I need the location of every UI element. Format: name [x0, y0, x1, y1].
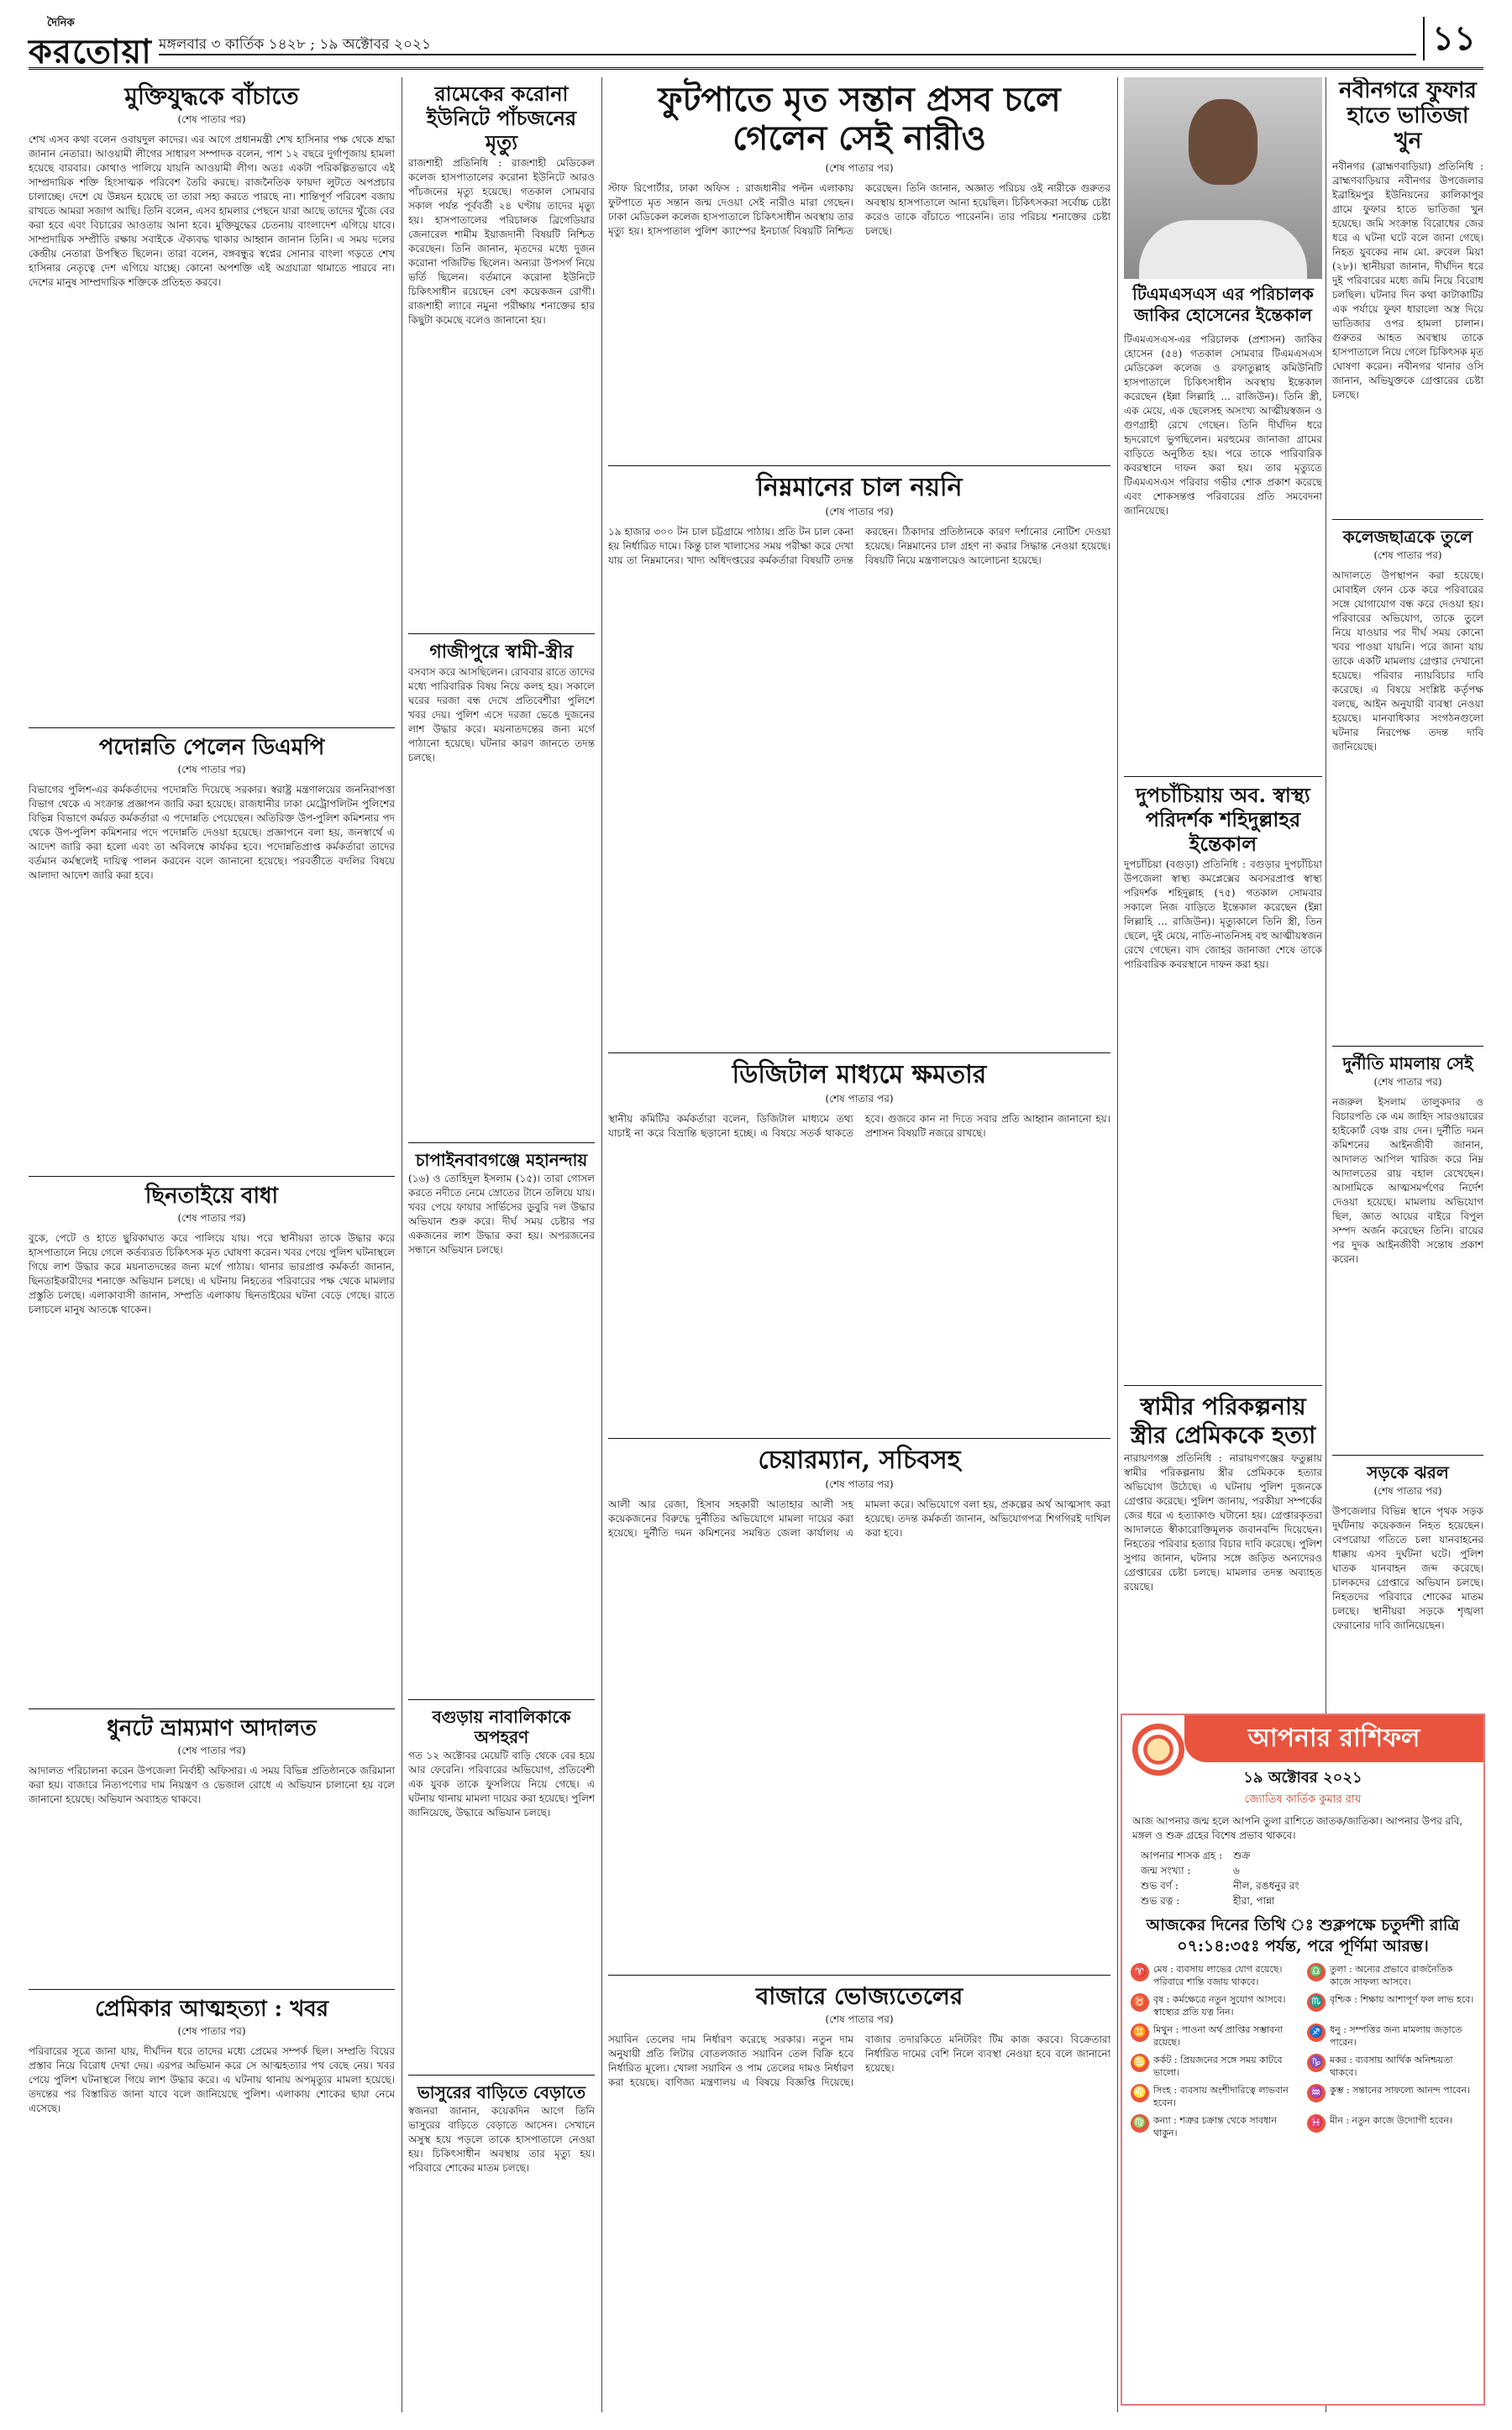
article — [408, 1707, 595, 2068]
headline: চাপাইনবাবগঞ্জে মহানন্দায় — [415, 1149, 588, 1170]
zodiac-sign-text: কুম্ভ : সন্তানের সাফল্যে আনন্দ পাবেন। — [1330, 2085, 1470, 2097]
article-body: বসবাস করে আসছিলেন। রোববার রাতে তাদের মধ্যে পারিবারিক বিষয় নিয়ে কলহ হয়। সকালে ঘরের দরজা বন্ধ দেখে প্রতিবেশীরা পুলিশে খবর দেয়। পুলিশ এসে দরজা ভেঙে দুজনের লাশ উদ্ধার করে। ময়নাতদন্তের জন্য মর্গে পাঠানো হয়েছে। ঘটনার কারণ জানতে তদন্ত চলছে। — [408, 665, 595, 764]
column-1 — [29, 77, 395, 2412]
article — [608, 1982, 1110, 2412]
masthead — [29, 13, 1483, 71]
horoscope-title: আপনার রাশিফল — [1184, 1715, 1483, 1762]
zodiac-sign-text: কন্যা : শত্রুর চক্রান্ত থেকে সাবধান থাকুন। — [1153, 2115, 1277, 2139]
article — [408, 1150, 595, 1693]
zodiac-symbol-icon: ♈ — [1131, 1963, 1149, 1981]
zodiac-symbol-icon: ♎ — [1307, 1963, 1326, 1981]
zodiac-symbol-icon: ♉ — [1131, 1993, 1149, 2012]
continued-note: (শেষ পাতার পর) — [177, 2025, 246, 2038]
zodiac-sign-item — [1131, 2023, 1299, 2049]
zodiac-sign-text: সিংহ : ব্যবসায় অংশীদারিত্বে লাভবান হবেন। — [1153, 2085, 1289, 2109]
zodiac-sign-item — [1131, 2054, 1299, 2079]
column-2 — [408, 77, 595, 2412]
section-divider — [1332, 519, 1483, 520]
zodiac-symbol-icon: ♊ — [1131, 2023, 1149, 2042]
zodiac-symbol-icon: ♑ — [1307, 2054, 1326, 2072]
article-body: স্থানীয় কমিটির কর্মকর্তারা বলেন, ডিজিটাল মাধ্যমে তথ্য যাচাই না করে বিভ্রান্তি ছড়ানো হচ্ছে। এ বিষয়ে সতর্ক থাকতে হবে। গুজবে কান না দিতে সবার প্রতি আহ্বান জানানো হয়। প্রশাসন বিষয়টি নজরে রাখছে। — [608, 1113, 1110, 1139]
headline: ডিজিটাল মাধ্যমে ক্ষমতার — [732, 1060, 987, 1089]
headline: চেয়ারম্যান, সচিবসহ — [758, 1446, 961, 1475]
planet-row-value: নীল, রঙধনুর রং — [1233, 1880, 1299, 1892]
zodiac-symbol-icon: ♐ — [1307, 2023, 1326, 2042]
headline: দুর্নীতি মামলায় সেই — [1342, 1052, 1473, 1073]
zodiac-sign-item — [1131, 1963, 1299, 1988]
article-body: টিএমএসএস-এর পরিচালক (প্রশাসন) জাকির হোসেন (৫৪) গতকাল সোমবার টিএমএসএস মেডিকেল কলেজ ও রফাতুল্লাহ কমিউনিটি হাসপাতালে চিকিৎসাধীন অবস্থায় ইন্তেকাল করেছেন (ইন্না লিল্লাহি ... রাজিউন)। তিনি স্ত্রী, এক মেয়ে, এক ছেলেসহ অসংখ্য আত্মীয়স্বজন ও গুণগ্রাহী রেখে গেছেন। তিনি দীর্ঘদিন ধরে হৃদরোগে ভুগছিলেন। মরহুমের জানাজা গ্রামের বাড়িতে অনুষ্ঠিত হয়। পরে তাকে পারিবারিক কবরস্থানে দাফন করা হয়। তার মৃত্যুতে টিএমএসএস পরিবার গভীর শোক প্রকাশ করেছে এবং শোকসন্তপ্ত পরিবারের প্রতি সমবেদনা জানিয়েছে। — [1124, 333, 1322, 517]
headline: ফুটপাতে মৃত সন্তান প্রসব চলে গেলেন সেই নারীও — [658, 80, 1061, 158]
page-number: ১১ — [1423, 17, 1483, 60]
article-body: ১৯ হাজার ৩০০ টন চাল চট্টগ্রামে পাঠায়। প্রতি টন চাল কেনা হয় নির্ধারিত দামে। কিন্তু চাল খালাসের সময় পরীক্ষা করে দেখা যায় তা নিম্নমানের। খাদ্য অধিদপ্তরের কর্মকর্তারা বিষয়টি তদন্ত করছেন। ঠিকাদার প্রতিষ্ঠানকে কারণ দর্শানোর নোটিশ দেওয়া হয়েছে। নিম্নমানের চাল গ্রহণ না করার সিদ্ধান্ত নেওয়া হয়েছে। বিষয়টি নিয়ে মন্ত্রণালয়েও আলোচনা হয়েছে। — [608, 526, 1110, 566]
zodiac-sign-item — [1131, 2114, 1299, 2139]
logo-small-text: দৈনিক — [47, 17, 75, 29]
planet-row — [1122, 1863, 1483, 1878]
headline: ভাসুরের বাড়িতে বেড়াতে — [417, 2081, 586, 2102]
article-body: স্বজনরা জানান, কয়েকদিন আগে তিনি ভাসুরের বাড়িতে বেড়াতে আসেন। সেখানে অসুস্থ হয়ে পড়লে তাকে হাসপাতালে নেওয়া হয়। চিকিৎসাধীন অবস্থায় তার মৃত্যু হয়। পরিবারে শোকের মাতম চলছে। — [408, 2104, 595, 2174]
zodiac-sign-text: কর্কট : প্রিয়জনের সঙ্গে সময় কাটবে ভালো। — [1153, 2055, 1283, 2079]
portrait-photo — [1124, 77, 1322, 279]
article — [1332, 527, 1483, 1039]
zodiac-sign-text: বৃষ : কর্মক্ষেত্রে নতুন সুযোগ আসবে। স্বাস্থ্যের প্রতি যত্ন নিন। — [1153, 1994, 1286, 2018]
article — [608, 1060, 1110, 1431]
tithi-text: আজকের দিনের তিথি ঃ শুক্লপক্ষে চতুর্দশী রাত্রি ০৭:১৪:৩৫ঃ পর্যন্ত, পরে পূর্ণিমা আরম্ভ। — [1146, 1916, 1460, 1955]
headline: ধুনটে ভ্রাম্যমাণ আদালত — [107, 1715, 317, 1741]
article-body: (১৬) ও তোহিদুল ইসলাম (১৫)। তারা গোসল করতে নদীতে নেমে স্রোতের টানে তলিয়ে যায়। খবর পেয়ে ফায়ার সার্ভিসের ডুবুরি দল উদ্ধার অভিযান শুরু করে। দীর্ঘ সময় চেষ্টার পর একজনের লাশ উদ্ধার করা হয়। অপরজনের সন্ধানে অভিযান চলছে। — [408, 1172, 595, 1256]
section-divider — [608, 1975, 1110, 1976]
zodiac-sign-text: তুলা : অন্যের প্রভাবে রাজনৈতিক কাজে সাফল্য আসবে। — [1330, 1964, 1453, 1988]
zodiac-symbol-icon: ♒ — [1307, 2084, 1326, 2102]
zodiac-sign-text: মীন : নতুন কাজে উদ্যোগী হবেন। — [1330, 2115, 1452, 2127]
headline: ছিনতাইয়ে বাধা — [144, 1183, 279, 1209]
zodiac-signs — [1122, 1963, 1483, 2148]
section-divider — [29, 727, 395, 728]
headline: স্বামীর পরিকল্পনায় স্ত্রীর প্রেমিককে হত্যা — [1130, 1393, 1316, 1449]
headline: মুক্তিযুদ্ধকে বাঁচাতে — [124, 82, 299, 110]
article — [1124, 784, 1322, 1378]
article — [29, 82, 395, 721]
planet-row-label: জন্ম সংখ্যা : — [1141, 1865, 1191, 1876]
planet-row — [1122, 1848, 1483, 1863]
article-body: নারায়ণগঞ্জ প্রতিনিধি : নারায়ণগঞ্জের ফতুল্লায় স্বামীর পরিকল্পনায় স্ত্রীর প্রেমিককে হত্যার অভিযোগ উঠেছে। এ ঘটনায় পুলিশ দুজনকে গ্রেপ্তার করেছে। পুলিশ জানায়, পরকীয়া সম্পর্কের জের ধরে এ হত্যাকাণ্ড ঘটানো হয়। গ্রেপ্তারকৃতরা আদালতে স্বীকারোক্তিমূলক জবানবন্দি দিয়েছেন। নিহতের পরিবার হত্যার বিচার দাবি করেছে। পুলিশ সুপার জানান, ঘটনার সঙ্গে জড়িত অন্যদেরও গ্রেপ্তারের চেষ্টা চলছে। মামলার তদন্ত অব্যাহত রয়েছে। — [1124, 1451, 1322, 1593]
zodiac-symbol-icon: ♋ — [1131, 2054, 1149, 2072]
logo-big-text: করতোয়া — [29, 32, 152, 71]
zodiac-symbol-icon: ♌ — [1131, 2084, 1149, 2102]
article-body: আদালত পরিচালনা করেন উপজেলা নির্বাহী অফিসার। এ সময় বিভিন্ন প্রতিষ্ঠানকে জরিমানা করা হয়। বাজারে নিত্যপণ্যের দাম নিয়ন্ত্রণ ও ভেজাল রোধে এ অভিযান চালানো হয় বলে জানানো হয়েছে। অভিযান অব্যাহত থাকবে। — [29, 1765, 395, 1806]
zodiac-wheel-icon — [1132, 1724, 1184, 1776]
section-divider — [408, 2075, 595, 2076]
section-divider — [29, 1708, 395, 1709]
zodiac-symbol-icon: ♏ — [1307, 1993, 1326, 2012]
section-divider — [608, 1438, 1110, 1439]
article-body: আদালতে উপস্থাপন করা হয়েছে। মোবাইল ফোন চেক করে পরিবারের সঙ্গে যোগাযোগ বন্ধ করে দেওয়া হয়। পরিবারের অভিযোগ, তাকে তুলে নিয়ে যাওয়ার পর দীর্ঘ সময় কোনো খবর পাওয়া যায়নি। পরে জানা যায় তাকে একটি মামলায় গ্রেপ্তার দেখানো হয়েছে। পরিবার ন্যায়বিচার দাবি করেছে। এ বিষয়ে সংশ্লিষ্ট কর্তৃপক্ষ বলছে, আইন অনুযায়ী ব্যবস্থা নেওয়া হয়েছে। মানবাধিকার সংগঠনগুলো ঘটনার নিরপেক্ষ তদন্ত দাবি জানিয়েছে। — [1332, 569, 1483, 753]
article — [1332, 1053, 1483, 1448]
section-divider — [1124, 776, 1322, 777]
section-divider — [608, 1052, 1110, 1053]
horoscope-intro: আজ আপনার জন্ম হলে আপনি তুলা রাশিতে জাতক/জাতিকা। আপনার উপর রবি, মঙ্গল ও শুক্র গ্রহের বিশেষ প্রভাব থাকবে। — [1132, 1815, 1463, 1841]
planet-row-label: শুভ বর্ণ : — [1141, 1880, 1179, 1892]
article — [408, 2082, 595, 2406]
zodiac-sign-text: ধনু : সম্পত্তির জন্য মামলায় জড়াতে পারেন। — [1330, 2024, 1462, 2049]
article-body: শেখ এসব কথা বলেন ওবায়দুল কাদের। এর আগে প্রধানমন্ত্রী শেখ হাসিনার পক্ষ থেকে শ্রদ্ধা জানান নেতারা। আওয়ামী লীগের সাধারণ সম্পাদক বলেন, পাশ ১২ বছরে দুর্গাপূজায় হামলা হয়েছে বারবার। কোথাও পালিয়ে যায়নি আওয়ামী লীগ। অতঃ একটা পরিকল্পিতভাবে এই সাম্প্রদায়িক শক্তি হিংসাত্মক পরিবেশ তৈরি করছে। রাজনৈতিক ফায়দা লুটতে অপপ্রচার চালাচ্ছে। দেশে যে উন্নয়ন হয়েছে তা তারা সহ্য করতে পারছে না। শান্তিপূর্ণ পরিবেশ বজায় রাখতে আমরা সজাগ আছি। তিনি বলেন, এসব হামলার পেছনে যারা আছে তাদের খুঁজে বের করা হবে এবং বিচারের আওতায় আনা হবে। মুক্তিযুদ্ধের চেতনায় বাংলাদেশ এগিয়ে যাবে। সাম্প্রদায়িক সম্প্রীতি রক্ষায় সবাইকে ঐক্যবদ্ধ থাকার আহ্বান জানান তিনি। এ সময় দলের কেন্দ্রীয় নেতারা উপস্থিত ছিলেন। তারা বলেন, বঙ্গবন্ধুর স্বপ্নের সোনার বাংলা গড়তে শেখ হাসিনার নেতৃত্বে দেশ এগিয়ে যাচ্ছে। কোনো অপশক্তি এই অগ্রযাত্রা থামাতে পারবে না। দেশের মানুষ সাম্প্রদায়িক শক্তিকে প্রতিহত করবে। — [29, 133, 395, 288]
portrait-shirt — [1139, 220, 1307, 279]
article — [29, 1716, 395, 1982]
continued-note: (শেষ পাতার পর) — [825, 2013, 894, 2025]
column-divider — [1117, 77, 1118, 2412]
planet-row — [1122, 1893, 1483, 1908]
column-3 — [608, 77, 1110, 2412]
zodiac-sign-item — [1307, 2023, 1475, 2049]
section-divider — [1332, 1046, 1483, 1047]
newspaper-logo — [29, 15, 155, 71]
zodiac-sign-item — [1131, 2084, 1299, 2109]
article — [29, 1184, 395, 1702]
headline: নবীনগরে ফুফার হাতে ভাতিজা খুন — [1339, 78, 1477, 154]
portrait-face — [1189, 99, 1257, 185]
article — [29, 1997, 395, 2412]
zodiac-sign-text: মেষ : ব্যবসায় লাভের যোগ রয়েছে। পরিবারে শান্তি বজায় থাকবে। — [1153, 1964, 1283, 1988]
headline: দুপচাঁচিয়ায় অব. স্বাস্থ্য পরিদর্শক শহিদুল্লাহর ইন্তেকাল — [1136, 783, 1310, 856]
article — [608, 1446, 1110, 1968]
article-body: সয়াবিন তেলের দাম নির্ধারণ করেছে সরকার। নতুন দাম অনুযায়ী প্রতি লিটার বোতলজাত সয়াবিন তেল বিক্রি হবে নির্ধারিত মূল্যে। খোলা সয়াবিন ও পাম তেলের দামও নির্ধারণ করা হয়েছে। বাণিজ্য মন্ত্রণালয় এ বিষয়ে বিজ্ঞপ্তি দিয়েছে। বাজার তদারকিতে মনিটরিং টিম কাজ করবে। বিক্রেতারা নির্ধারিত দামের বেশি নিলে ব্যবস্থা নেওয়া হবে বলে জানানো হয়েছে। — [608, 2033, 1110, 2088]
article — [608, 473, 1110, 1046]
article — [608, 81, 1110, 459]
planet-row-value: হীরা, পান্না — [1233, 1895, 1275, 1907]
continued-note: (শেষ পাতার পর) — [177, 1745, 246, 1757]
continued-note: (শেষ পাতার পর) — [1373, 1484, 1442, 1497]
planet-row-label: আপনার শাসক গ্রহ : — [1141, 1850, 1223, 1861]
continued-note: (শেষ পাতার পর) — [1373, 1075, 1442, 1088]
article — [408, 641, 595, 1135]
planet-row-value: শুক্র — [1233, 1850, 1251, 1861]
header-double-rule — [29, 67, 1483, 70]
zodiac-sign-item — [1307, 2084, 1475, 2109]
continued-note: (শেষ পাতার পর) — [1373, 548, 1442, 561]
article-body: আলী আর রেজা, হিসাব সহকারী আতাহার আলী সহ কয়েকজনের বিরুদ্ধে দুর্নীতির অভিযোগে মামলা দায়ের করা হয়েছে। দুর্নীতি দমন কমিশনের সমন্বিত জেলা কার্যালয় এ মামলা করে। অভিযোগে বলা হয়, প্রকল্পের অর্থ আত্মসাৎ করা হয়েছে। তদন্ত কর্মকর্তা জানান, অভিযোগপত্র শিগগিরই দাখিল করা হবে। — [608, 1498, 1110, 1539]
zodiac-sign-text: মকর : ব্যবসায় আর্থিক অনিশ্চয়তা থাকবে। — [1330, 2055, 1453, 2079]
headline: গাজীপুরে স্বামী-স্ত্রীর — [429, 641, 574, 664]
continued-note: (শেষ পাতার পর) — [177, 1211, 246, 1224]
continued-note: (শেষ পাতার পর) — [825, 506, 894, 517]
headline: রামেকের করোনা ইউনিটে পাঁচজনের মৃত্যু — [426, 81, 577, 155]
continued-note: (শেষ পাতার পর) — [825, 162, 894, 174]
continued-note: (শেষ পাতার পর) — [825, 1093, 894, 1105]
zodiac-sign-item — [1307, 2114, 1475, 2139]
zodiac-sign-text: বৃশ্চিক : শিক্ষায় আশাপূর্ণ ফল লাভ হবে। — [1330, 1994, 1474, 2006]
article — [29, 735, 395, 1169]
article-body: নজরুল ইসলাম তালুকদার ও বিচারপতি কে এম জাহিদ সারওয়ারের হাইকোর্ট বেঞ্চ রায় দেন। দুর্নীতি দমন কমিশনের আইনজীবী জানান, আদালত আপিল খারিজ করে নিম্ন আদালতের রায় বহাল রেখেছেন। আসামিকে আত্মসমর্পণের নির্দেশ দেওয়া হয়েছে। মামলায় অভিযোগ ছিল, জ্ঞাত আয়ের বাইরে বিপুল সম্পদ অর্জন করেছেন তিনি। রায়ের পর দুদক আইনজীবী সন্তোষ প্রকাশ করেন। — [1332, 1095, 1483, 1265]
zodiac-symbol-icon: ♓ — [1307, 2114, 1326, 2133]
continued-note: (শেষ পাতার পর) — [177, 763, 246, 775]
planet-row-label: শুভ রত্ন : — [1141, 1895, 1180, 1907]
zodiac-sign-item — [1131, 1993, 1299, 2018]
section-divider — [408, 1699, 595, 1700]
article-body: পরিবারের সূত্রে জানা যায়, দীর্ঘদিন ধরে তাদের মধ্যে প্রেমের সম্পর্ক ছিল। সম্প্রতি বিয়ের প্রস্তাব নিয়ে বিরোধ দেখা দেয়। এরপর অভিমান করে সে আত্মহত্যার পথ বেছে নেয়। খবর পেয়ে পুলিশ ঘটনাস্থলে গিয়ে লাশ উদ্ধার করে। এ ঘটনায় থানায় অপমৃত্যুর মামলা হয়েছে। তদন্তের পর বিস্তারিত জানা যাবে বলে জানিয়েছে পুলিশ। এলাকায় শোকের ছায়া নেমে এসেছে। — [29, 2045, 395, 2115]
article-body: দুপচাঁচিয়া (বগুড়া) প্রতিনিধি : বগুড়ার দুপচাঁচিয়া উপজেলা স্বাস্থ্য কমপ্লেক্সের অবসরপ্রাপ্ত স্বাস্থ্য পরিদর্শক শহিদুল্লাহ (৭৫) গতকাল সোমবার সকালে নিজ বাড়িতে ইন্তেকাল করেছেন (ইন্না লিল্লাহি ... রাজিউন)। মৃত্যুকালে তিনি স্ত্রী, তিন ছেলে, দুই মেয়ে, নাতি-নাতনিসহ বহু আত্মীয়স্বজন রেখে গেছেন। বাদ জোহর জানাজা শেষে তাকে পারিবারিক কবরস্থানে দাফন করা হয়। — [1124, 858, 1322, 971]
section-divider — [608, 465, 1110, 466]
article-body: বিভাগের পুলিশ-এর কর্মকর্তাদের পদোন্নতি দিয়েছে সরকার। স্বরাষ্ট্র মন্ত্রণালয়ের জননিরাপত্তা বিভাগ থেকে এ সংক্রান্ত প্রজ্ঞাপন জারি করা হয়েছে। রাজধানীর ঢাকা মেট্রোপলিটন পুলিশের বিভিন্ন বিভাগে কর্মরত কর্মকর্তারা এ পদোন্নতি পেয়েছেন। অতিরিক্ত উপ-পুলিশ কমিশনার পদ থেকে উপ-পুলিশ কমিশনার পদে পদোন্নতি দেওয়া হয়েছে। প্রজ্ঞাপনে বলা হয়, জনস্বার্থে এ আদেশ জারি করা হলো এবং তা অবিলম্বে কার্যকর হবে। পদোন্নতিপ্রাপ্ত কর্মকর্তারা তাদের বর্তমান কর্মস্থলেই দায়িত্ব পালন করবেন বলে জানানো হয়েছে। পরবর্তীতে বদলির বিষয়ে আলাদা আদেশ জারি করা হবে। — [29, 783, 395, 881]
column-divider — [601, 77, 602, 2412]
article-body: রাজশাহী প্রতিনিধি : রাজশাহী মেডিকেল কলেজ হাসপাতালের করোনা ইউনিটে আরও পাঁচজনের মৃত্যু হয়েছে। গতকাল সোমবার সকাল পর্যন্ত পূর্ববর্তী ২৪ ঘণ্টায় তাদের মৃত্যু হয়। হাসপাতালের পরিচালক ব্রিগেডিয়ার জেনারেল শামীম ইয়াজদানী বিষয়টি নিশ্চিত করেছেন। তিনি জানান, মৃতদের মধ্যে দুজন করোনা পজিটিভ ছিলেন। অন্যরা উপসর্গ নিয়ে ভর্তি ছিলেন। বর্তমানে করোনা ইউনিটে চিকিৎসাধীন রয়েছেন বেশ কয়েকজন রোগী। রাজশাহী ল্যাবে নমুনা পরীক্ষায় শনাক্তের হার কিছুটা কমেছে বলেও জানানো হয়। — [408, 157, 595, 327]
section-divider — [1332, 1455, 1483, 1456]
article-body: স্টাফ রিপোর্টার, ঢাকা অফিস : রাজধানীর পল্টন এলাকায় ফুটপাতে মৃত সন্তান জন্ম দেওয়া সেই নারীও মারা গেছেন। ঢাকা মেডিকেল কলেজ হাসপাতালে চিকিৎসাধীন অবস্থায় তার মৃত্যু হয়। হাসপাতাল পুলিশ ক্যাম্পের ইনচার্জ বিষয়টি নিশ্চিত করেছেন। তিনি জানান, অজ্ঞাত পরিচয় ওই নারীকে গুরুতর অবস্থায় হাসপাতালে আনা হয়েছিল। চিকিৎসকরা সর্বোচ্চ চেষ্টা করেও তাকে বাঁচাতে পারেননি। তার পরিচয় শনাক্তের চেষ্টা চলছে। — [608, 182, 1110, 237]
horoscope-box — [1121, 1714, 1485, 2406]
article-body: গত ১২ অক্টোবর মেয়েটি বাড়ি থেকে বের হয়ে আর ফেরেনি। পরিবারের অভিযোগ, প্রতিবেশী এক যুবক তাকে ফুসলিয়ে নিয়ে গেছে। এ ঘটনায় থানায় মামলা দায়ের করা হয়েছে। পুলিশ জানিয়েছে, উদ্ধারে অভিযান চলছে। — [408, 1749, 595, 1819]
continued-note: (শেষ পাতার পর) — [177, 113, 246, 125]
article — [408, 82, 595, 627]
zodiac-sign-item — [1307, 1993, 1475, 2018]
planet-list — [1122, 1848, 1483, 1908]
section-divider — [29, 1989, 395, 1990]
horoscope-date: ১৯ অক্টোবর ২০২১ — [1243, 1769, 1362, 1787]
photo-caption: টিএমএসএস এর পরিচালক জাকির হোসেনের ইন্তেকাল — [1132, 284, 1314, 325]
section-divider — [408, 1142, 595, 1143]
headline: বাজারে ভোজ্যতেলের — [755, 1982, 963, 2010]
headline: কলেজছাত্রকে তুলে — [1342, 526, 1473, 547]
article — [1332, 79, 1483, 512]
headline: প্রেমিকার আত্মহত্যা : খবর — [94, 1997, 329, 2023]
zodiac-sign-text: মিথুন : পাওনা অর্থ প্রাপ্তির সম্ভাবনা রয়েছে। — [1153, 2024, 1283, 2049]
planet-row — [1122, 1878, 1483, 1893]
zodiac-sign-item — [1307, 2054, 1475, 2079]
header-rule — [159, 54, 1416, 55]
date-line: মঙ্গলবার ৩ কার্তিক ১৪২৮ ; ১৯ অক্টোবর ২০২১ — [159, 36, 432, 53]
headline: পদোন্নতি পেলেন ডিএমপি — [98, 734, 325, 760]
section-divider — [408, 633, 595, 634]
horoscope-byline: জ্যোতিষ কার্তিক কুমার রায় — [1244, 1793, 1362, 1806]
headline: নিম্নমানের চাল নয়নি — [756, 473, 963, 502]
continued-note: (শেষ পাতার পর) — [825, 1478, 894, 1490]
section-divider — [1124, 1385, 1322, 1386]
section-divider — [29, 1176, 395, 1177]
article-body: উপজেলার বিভিন্ন স্থানে পৃথক সড়ক দুর্ঘটনায় কয়েকজন নিহত হয়েছেন। বেপরোয়া গতিতে চলা যানবাহনের ধাক্কায় এসব দুর্ঘটনা ঘটে। পুলিশ ঘাতক যানবাহন জব্দ করেছে। চালকদের গ্রেপ্তারে অভিযান চলছে। নিহতদের পরিবারে শোকের মাতম চলছে। স্থানীয়রা সড়কে শৃঙ্খলা ফেরানোর দাবি জানিয়েছেন। — [1332, 1504, 1483, 1631]
zodiac-sign-item — [1307, 1963, 1475, 1988]
article-body: নবীনগর (ব্রাহ্মণবাড়িয়া) প্রতিনিধি : ব্রাহ্মণবাড়িয়ার নবীনগর উপজেলার ইব্রাহিমপুর ইউনিয়নের কালিকাপুর গ্রামে ফুফার হাতে ভাতিজা খুন হয়েছে। জমি সংক্রান্ত বিরোধের জের ধরে এ ঘটনা ঘটে বলে জানা গেছে। নিহত যুবকের নাম মো. রুবেল মিয়া (২৮)। স্থানীয়রা জানান, দীর্ঘদিন ধরে দুই পরিবারের মধ্যে জমি নিয়ে বিরোধ চলছিল। ঘটনার দিন কথা কাটাকাটির এক পর্যায়ে ফুফা ধারালো অস্ত্র দিয়ে ভাতিজার ওপর হামলা চালান। গুরুতর আহত অবস্থায় তাকে হাসপাতালে নিয়ে গেলে চিকিৎসক মৃত ঘোষণা করেন। নবীনগর থানার ওসি জানান, অভিযুক্তকে গ্রেপ্তারের চেষ্টা চলছে। — [1332, 160, 1483, 401]
headline: বগুড়ায় নাবালিকাকে অপহরণ — [432, 1706, 571, 1747]
zodiac-symbol-icon: ♍ — [1131, 2114, 1149, 2133]
headline: সড়কে ঝরল — [1367, 1462, 1449, 1483]
planet-row-value: ৬ — [1233, 1865, 1240, 1876]
article-body: বুকে, পেটে ও হাতে ছুরিকাঘাত করে পালিয়ে যায়। পরে স্থানীয়রা তাকে উদ্ধার করে হাসপাতালে নিয়ে গেলে কর্তব্যরত চিকিৎসক মৃত ঘোষণা করেন। খবর পেয়ে পুলিশ ঘটনাস্থলে গিয়ে লাশ উদ্ধার করে ময়নাতদন্তের জন্য মর্গে পাঠায়। থানার ভারপ্রাপ্ত কর্মকর্তা জানান, ছিনতাইকারীদের শনাক্তে অভিযান চলছে। এ ঘটনায় নিহতের পরিবারের পক্ষ থেকে মামলার প্রস্তুতি চলছে। এলাকাবাসী জানান, সম্প্রতি এলাকায় ছিনতাইয়ের ঘটনা বেড়ে গেছে। রাতে চলাচলে মানুষ আতঙ্কে থাকেন। — [29, 1231, 395, 1315]
